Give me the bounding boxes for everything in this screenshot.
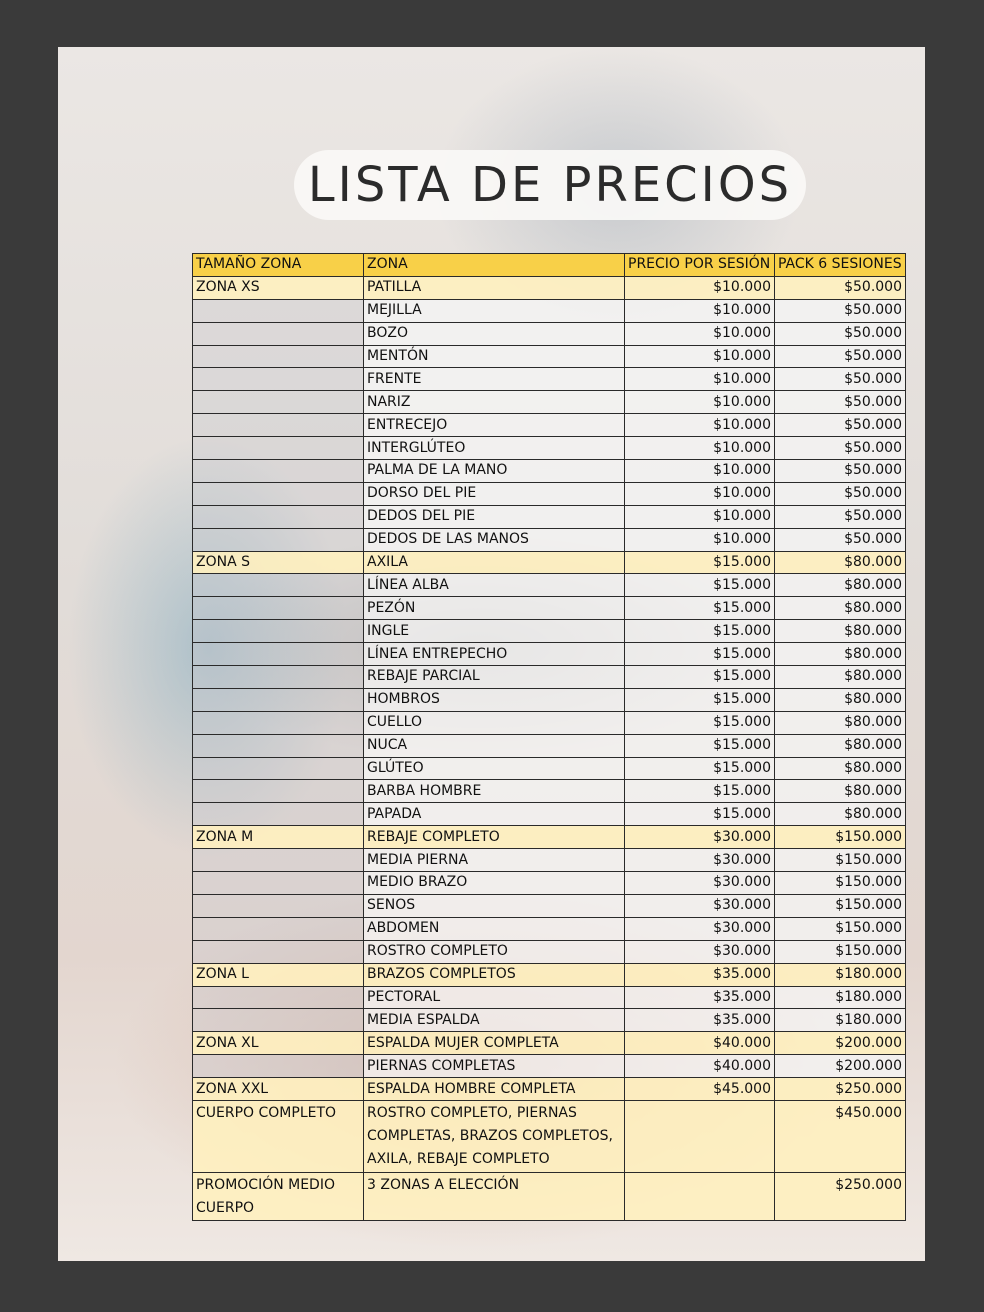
- zone-cell: MEDIA ESPALDA: [364, 1009, 625, 1032]
- price-cell: $15.000: [625, 688, 775, 711]
- price-cell: $15.000: [625, 757, 775, 780]
- zone-cell: MEDIA PIERNA: [364, 849, 625, 872]
- title-banner: [294, 150, 806, 220]
- zone-cell: REBAJE COMPLETO: [364, 826, 625, 849]
- size-cell: [193, 345, 364, 368]
- pack-cell: $50.000: [775, 482, 906, 505]
- zone-cell: MEDIO BRAZO: [364, 872, 625, 895]
- table-row: [193, 849, 906, 872]
- pack-cell: $80.000: [775, 597, 906, 620]
- price-cell: $30.000: [625, 894, 775, 917]
- table-row: [193, 872, 906, 895]
- price-cell: $10.000: [625, 460, 775, 483]
- price-cell: $45.000: [625, 1078, 775, 1101]
- table-row: [193, 1172, 906, 1220]
- table-row: [193, 460, 906, 483]
- price-cell: $35.000: [625, 1009, 775, 1032]
- pack-cell: $150.000: [775, 849, 906, 872]
- price-cell: $10.000: [625, 482, 775, 505]
- zone-cell: DEDOS DE LAS MANOS: [364, 528, 625, 551]
- pack-cell: $80.000: [775, 666, 906, 689]
- size-cell: ZONA XS: [193, 276, 364, 299]
- price-cell: $10.000: [625, 322, 775, 345]
- pack-cell: $50.000: [775, 414, 906, 437]
- size-cell: [193, 505, 364, 528]
- table-row: [193, 299, 906, 322]
- table-row: [193, 1100, 906, 1172]
- zone-cell: PECTORAL: [364, 986, 625, 1009]
- zone-cell: GLÚTEO: [364, 757, 625, 780]
- price-cell: $30.000: [625, 872, 775, 895]
- table-row: [193, 1032, 906, 1055]
- size-cell: [193, 780, 364, 803]
- size-cell: [193, 734, 364, 757]
- price-cell: $10.000: [625, 414, 775, 437]
- price-cell: $40.000: [625, 1032, 775, 1055]
- table-row: [193, 666, 906, 689]
- table-header-row: [193, 254, 906, 277]
- zone-cell: FRENTE: [364, 368, 625, 391]
- size-cell: [193, 986, 364, 1009]
- header-price-per-session: PRECIO POR SESIÓN: [625, 254, 775, 277]
- table-row: [193, 368, 906, 391]
- table-row: [193, 345, 906, 368]
- price-cell: $15.000: [625, 803, 775, 826]
- pack-cell: $150.000: [775, 917, 906, 940]
- price-cell: $10.000: [625, 299, 775, 322]
- price-cell: $15.000: [625, 666, 775, 689]
- price-cell: $10.000: [625, 368, 775, 391]
- size-cell: [193, 803, 364, 826]
- table-row: [193, 574, 906, 597]
- table-row: [193, 711, 906, 734]
- size-cell: [193, 391, 364, 414]
- zone-cell: DORSO DEL PIE: [364, 482, 625, 505]
- price-cell: $15.000: [625, 574, 775, 597]
- pack-cell: $80.000: [775, 757, 906, 780]
- price-cell: $40.000: [625, 1055, 775, 1078]
- table-row: [193, 894, 906, 917]
- size-cell: ZONA XL: [193, 1032, 364, 1055]
- pack-cell: $150.000: [775, 826, 906, 849]
- pack-cell: $50.000: [775, 299, 906, 322]
- table-row: [193, 551, 906, 574]
- size-cell: [193, 666, 364, 689]
- size-cell: ZONA M: [193, 826, 364, 849]
- header-size-zone: TAMAÑO ZONA: [193, 254, 364, 277]
- table-row: [193, 620, 906, 643]
- pack-cell: $50.000: [775, 276, 906, 299]
- pack-cell: $80.000: [775, 688, 906, 711]
- table-row: [193, 803, 906, 826]
- pack-cell: $50.000: [775, 505, 906, 528]
- size-cell: [193, 460, 364, 483]
- pack-cell: $80.000: [775, 711, 906, 734]
- pack-cell: $50.000: [775, 322, 906, 345]
- size-cell: ZONA XXL: [193, 1078, 364, 1101]
- table-row: [193, 482, 906, 505]
- size-cell: [193, 322, 364, 345]
- price-cell: $15.000: [625, 620, 775, 643]
- price-cell: $15.000: [625, 597, 775, 620]
- table-row: [193, 780, 906, 803]
- zone-cell: INTERGLÚTEO: [364, 437, 625, 460]
- size-cell: [193, 757, 364, 780]
- size-cell: [193, 643, 364, 666]
- zone-cell: PAPADA: [364, 803, 625, 826]
- pack-cell: $50.000: [775, 345, 906, 368]
- pack-cell: $50.000: [775, 368, 906, 391]
- size-cell: [193, 368, 364, 391]
- zone-cell: MEJILLA: [364, 299, 625, 322]
- price-cell: $15.000: [625, 551, 775, 574]
- zone-cell: HOMBROS: [364, 688, 625, 711]
- table-row: [193, 940, 906, 963]
- pack-cell: $50.000: [775, 391, 906, 414]
- size-cell: [193, 917, 364, 940]
- size-cell: [193, 711, 364, 734]
- pack-cell: $450.000: [775, 1100, 906, 1172]
- price-cell: $15.000: [625, 780, 775, 803]
- price-cell: $10.000: [625, 276, 775, 299]
- price-cell: $10.000: [625, 345, 775, 368]
- table-row: [193, 1055, 906, 1078]
- zone-cell: INGLE: [364, 620, 625, 643]
- zone-cell: BRAZOS COMPLETOS: [364, 963, 625, 986]
- zone-cell: ABDOMEN: [364, 917, 625, 940]
- size-cell: [193, 528, 364, 551]
- zone-cell: REBAJE PARCIAL: [364, 666, 625, 689]
- zone-cell: MENTÓN: [364, 345, 625, 368]
- zone-cell: ENTRECEJO: [364, 414, 625, 437]
- size-cell: [193, 894, 364, 917]
- table-row: [193, 963, 906, 986]
- price-cell: $10.000: [625, 528, 775, 551]
- size-cell: [193, 688, 364, 711]
- zone-cell: PEZÓN: [364, 597, 625, 620]
- size-cell: PROMOCIÓN MEDIO CUERPO: [193, 1172, 364, 1220]
- pack-cell: $180.000: [775, 1009, 906, 1032]
- size-cell: [193, 574, 364, 597]
- zone-cell: ROSTRO COMPLETO: [364, 940, 625, 963]
- pack-cell: $200.000: [775, 1032, 906, 1055]
- zone-cell: PATILLA: [364, 276, 625, 299]
- table-row: [193, 757, 906, 780]
- pack-cell: $80.000: [775, 574, 906, 597]
- pack-cell: $80.000: [775, 551, 906, 574]
- pack-cell: $180.000: [775, 963, 906, 986]
- size-cell: [193, 872, 364, 895]
- table-row: [193, 505, 906, 528]
- size-cell: [193, 849, 364, 872]
- table-row: [193, 688, 906, 711]
- table-row: [193, 597, 906, 620]
- pack-cell: $80.000: [775, 643, 906, 666]
- price-cell: $35.000: [625, 963, 775, 986]
- price-cell: [625, 1172, 775, 1220]
- table-row: [193, 437, 906, 460]
- price-cell: $30.000: [625, 917, 775, 940]
- zone-cell: BARBA HOMBRE: [364, 780, 625, 803]
- price-cell: $15.000: [625, 734, 775, 757]
- pack-cell: $180.000: [775, 986, 906, 1009]
- pack-cell: $80.000: [775, 803, 906, 826]
- zone-cell: NARIZ: [364, 391, 625, 414]
- header-pack-6-sessions: PACK 6 SESIONES: [775, 254, 906, 277]
- price-cell: $30.000: [625, 940, 775, 963]
- pack-cell: $80.000: [775, 734, 906, 757]
- size-cell: [193, 1009, 364, 1032]
- price-cell: $10.000: [625, 437, 775, 460]
- pack-cell: $50.000: [775, 437, 906, 460]
- table-row: [193, 276, 906, 299]
- pack-cell: $50.000: [775, 528, 906, 551]
- price-cell: $35.000: [625, 986, 775, 1009]
- zone-cell: LÍNEA ALBA: [364, 574, 625, 597]
- zone-cell: BOZO: [364, 322, 625, 345]
- table-row: [193, 528, 906, 551]
- price-cell: $15.000: [625, 643, 775, 666]
- pack-cell: $80.000: [775, 780, 906, 803]
- pack-cell: $150.000: [775, 872, 906, 895]
- table-row: [193, 391, 906, 414]
- pack-cell: $250.000: [775, 1172, 906, 1220]
- price-cell: $30.000: [625, 826, 775, 849]
- table-row: [193, 1078, 906, 1101]
- zone-cell: 3 ZONAS A ELECCIÓN: [364, 1172, 625, 1220]
- size-cell: [193, 299, 364, 322]
- pack-cell: $150.000: [775, 940, 906, 963]
- zone-cell: PALMA DE LA MANO: [364, 460, 625, 483]
- price-table: [192, 253, 906, 1221]
- pack-cell: $200.000: [775, 1055, 906, 1078]
- table-row: [193, 986, 906, 1009]
- header-zone: ZONA: [364, 254, 625, 277]
- zone-cell: DEDOS DEL PIE: [364, 505, 625, 528]
- price-cell: $10.000: [625, 505, 775, 528]
- price-table-body: [193, 276, 906, 1220]
- size-cell: ZONA L: [193, 963, 364, 986]
- zone-cell: CUELLO: [364, 711, 625, 734]
- price-cell: [625, 1100, 775, 1172]
- table-row: [193, 917, 906, 940]
- size-cell: [193, 482, 364, 505]
- size-cell: ZONA S: [193, 551, 364, 574]
- table-row: [193, 734, 906, 757]
- pack-cell: $150.000: [775, 894, 906, 917]
- table-row: [193, 643, 906, 666]
- size-cell: CUERPO COMPLETO: [193, 1100, 364, 1172]
- size-cell: [193, 597, 364, 620]
- size-cell: [193, 414, 364, 437]
- pack-cell: $80.000: [775, 620, 906, 643]
- size-cell: [193, 1055, 364, 1078]
- zone-cell: ROSTRO COMPLETO, PIERNAS COMPLETAS, BRAZOS COMPLETOS, AXILA, REBAJE COMPLETO: [364, 1100, 625, 1172]
- zone-cell: PIERNAS COMPLETAS: [364, 1055, 625, 1078]
- table-row: [193, 414, 906, 437]
- size-cell: [193, 940, 364, 963]
- table-row: [193, 322, 906, 345]
- zone-cell: ESPALDA HOMBRE COMPLETA: [364, 1078, 625, 1101]
- price-list-page: [58, 47, 925, 1261]
- page-title: LISTA DE PRECIOS: [307, 157, 793, 213]
- price-cell: $30.000: [625, 849, 775, 872]
- price-cell: $15.000: [625, 711, 775, 734]
- zone-cell: SENOS: [364, 894, 625, 917]
- zone-cell: NUCA: [364, 734, 625, 757]
- table-row: [193, 1009, 906, 1032]
- table-row: [193, 826, 906, 849]
- zone-cell: LÍNEA ENTREPECHO: [364, 643, 625, 666]
- price-cell: $10.000: [625, 391, 775, 414]
- size-cell: [193, 437, 364, 460]
- size-cell: [193, 620, 364, 643]
- pack-cell: $50.000: [775, 460, 906, 483]
- zone-cell: AXILA: [364, 551, 625, 574]
- zone-cell: ESPALDA MUJER COMPLETA: [364, 1032, 625, 1055]
- pack-cell: $250.000: [775, 1078, 906, 1101]
